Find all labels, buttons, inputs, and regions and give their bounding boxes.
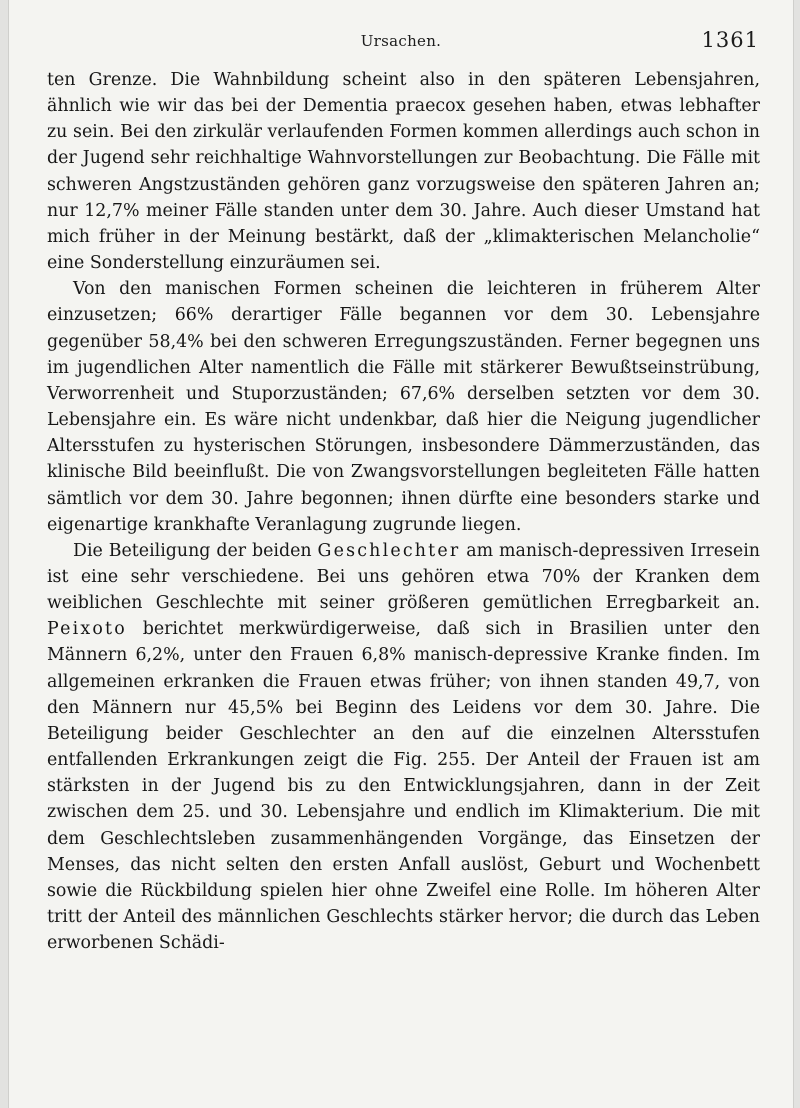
paragraph-sexes-text-3: berichtet merkwürdigerweise, daß sich in Brasilien unter den Männern 6,2%, unter den Frauen 6,8% manisch-depressive Kranke finden. Im allgemeinen erkranken die Frauen etwas früher; von ihnen standen 49,7, von den Männern nur 45,5% bei Beginn des Leidens vor dem 30. Jahre. Die Beteiligung beider Geschlechter an den auf die einzelnen Altersstufen entfallenden Erkrankungen zeigt die Fig. 255. Der Anteil der Frauen ist am stärksten in der Jugend bis zu den Entwicklungsjahren, dann in der Zeit zwischen dem 25. und 30. Lebensjahre und endlich im Klimakterium. Die mit dem Geschlechtsleben zusammenhängenden Vorgänge, das Einsetzen der Menses, das nicht selten den ersten Anfall auslöst, Geburt und Wochenbett sowie die Rückbildung spielen hier ohne Zweifel eine Rolle. Im höheren Alter tritt der Anteil des männlichen Geschlechts stärker hervor; die durch das Leben erworbenen Schädi- [47, 619, 760, 954]
paragraph-sexes [47, 538, 760, 957]
page-number: 1361 [701, 28, 759, 52]
running-title: Ursachen. [360, 32, 442, 50]
running-head [9, 28, 793, 54]
book-page [8, 0, 794, 1108]
body-text [47, 67, 760, 956]
paragraph-manic-forms: Von den manischen Formen scheinen die leichteren in früherem Alter einzusetzen; 66% derartiger Fälle begannen vor dem 30. Lebensjahre gegenüber 58,4% bei den schweren Erregungszuständen. Ferner begegnen uns im jugendlichen Alter namentlich die Fälle mit stärkerer Bewußtseinstrübung, Verworrenheit und Stuporzuständen; 67,6% derselben setzten vor dem 30. Lebensjahre ein. Es wäre nicht undenkbar, daß hier die Neigung jugendlicher Altersstufen zu hysterischen Störungen, insbesondere Dämmerzuständen, das klinische Bild beeinflußt. Die von Zwangsvorstellungen begleiteten Fälle hatten sämtlich vor dem 30. Jahre begonnen; ihnen dürfte eine besonders starke und eigenartige krankhafte Veranlagung zugrunde liegen. [47, 279, 760, 535]
paragraph-continuation: ten Grenze. Die Wahnbildung scheint also in den späteren Lebensjahren, ähnlich wie wir das bei der Dementia praecox gesehen haben, etwas lebhafter zu sein. Bei den zirkulär verlaufenden Formen kommen allerdings auch schon in der Jugend sehr reichhaltige Wahnvorstellungen zur Beobachtung. Die Fälle mit schweren Angstzuständen gehören ganz vorzugsweise den späteren Jahren an; nur 12,7% meiner Fälle standen unter dem 30. Jahre. Auch dieser Umstand hat mich früher in der Meinung bestärkt, daß der „klimakterischen Melancholie“ eine Sonderstellung einzuräumen sei. [47, 70, 760, 274]
emphasis-geschlechter: Geschlechter [317, 540, 461, 561]
paragraph-sexes-text-1: Die Beteiligung der beiden [73, 540, 318, 561]
emphasis-peixoto: Peixoto [47, 619, 127, 640]
paragraph-sexes-text-2: am manisch-depressiven Irresein ist eine sehr verschiedene. Bei uns gehören etwa 70% der Kranken dem weiblichen Geschlechte mit seiner größeren gemütlichen Erregbarkeit an. [47, 540, 760, 614]
